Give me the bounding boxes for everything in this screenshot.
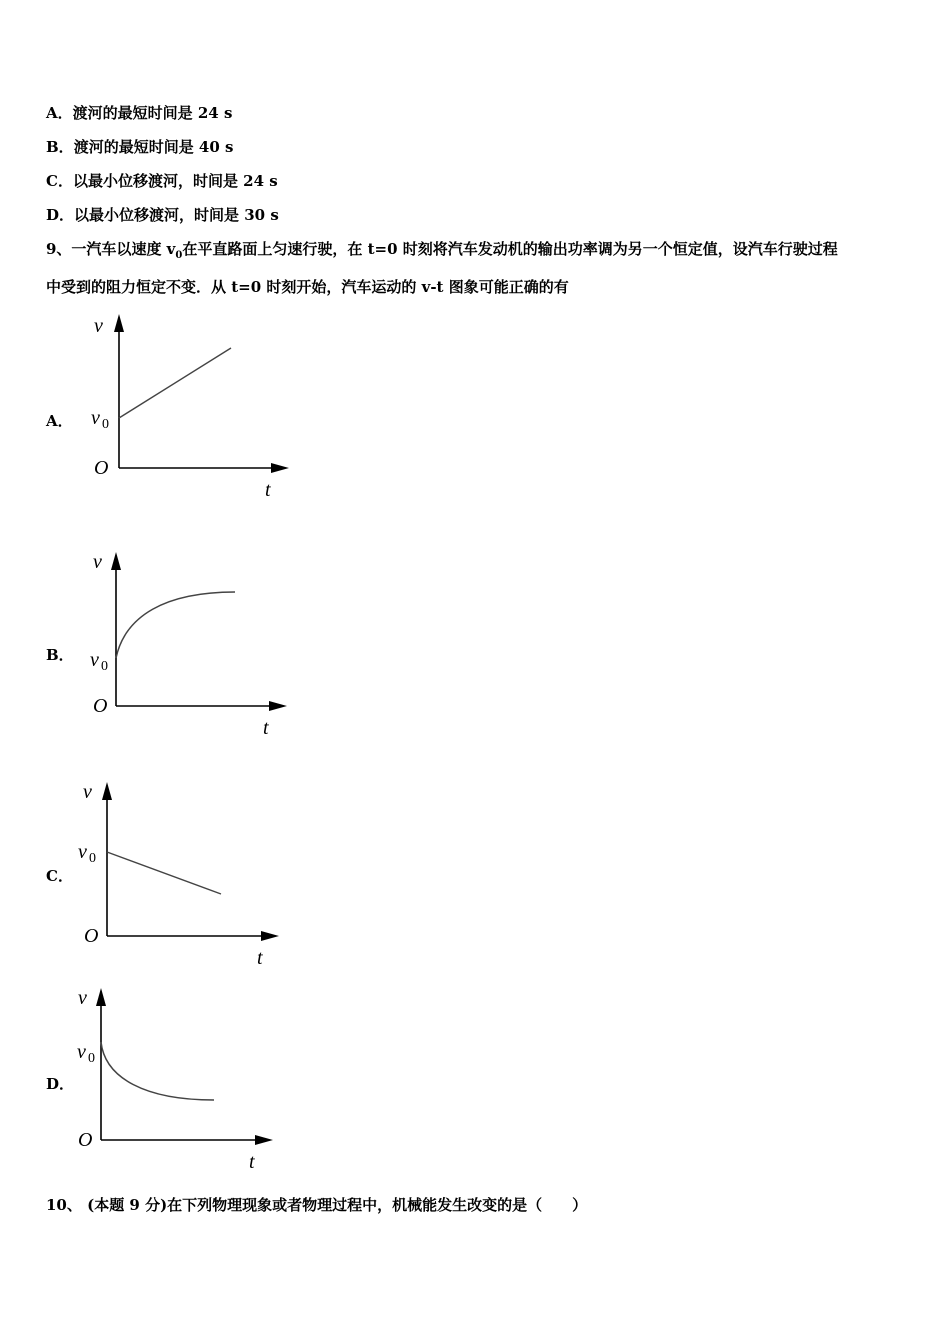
v0-subscript: 0 [89,851,96,866]
v-label: v [93,551,102,573]
vt-curve [101,1042,214,1100]
graph-d [75,982,285,1177]
t-axis-arrow-icon [269,701,287,711]
graph-c-label: C． [46,867,73,885]
v0-subscript: 0 [88,1051,95,1066]
vt-curve [116,592,235,658]
t-axis-arrow-icon [255,1135,273,1145]
option-b: B．渡河的最短时间是 40 s [46,138,234,156]
graph-c [77,776,287,971]
option-d: D．以最小位移渡河，时间是 30 s [46,206,279,224]
origin-label: O [93,695,108,717]
v-axis-arrow-icon [96,988,106,1006]
v0-label: v [77,1041,86,1063]
graph-b [85,546,295,741]
origin-label: O [78,1129,93,1151]
graph-b-label: B． [46,646,74,664]
t-label: t [265,479,271,501]
question-10: 10、 (本题 9 分)在下列物理现象或者物理过程中，机械能发生改变的是（ ） [46,1196,588,1214]
option-a: A．渡河的最短时间是 24 s [46,104,233,122]
graph-d-label: D． [46,1075,75,1093]
graph-a-label: A． [46,412,73,430]
t-axis-arrow-icon [271,463,289,473]
t-label: t [249,1151,255,1173]
graph-a [85,310,295,505]
v-label: v [83,781,92,803]
vt-curve [119,348,231,418]
v0-label: v [78,841,87,863]
option-c: C．以最小位移渡河，时间是 24 s [46,172,278,190]
v0-subscript: 0 [101,659,108,674]
t-label: t [257,947,263,969]
t-axis-arrow-icon [261,931,279,941]
v0-label: v [90,649,99,671]
t-label: t [263,717,269,739]
origin-label: O [94,457,109,479]
question-9-line1: 9、一汽车以速度 $v_0$在平直路面上匀速行驶，在 t=0 时刻将汽车发动机的输出功率调为另一个恒定值，设汽车行驶过程 [46,240,838,261]
v-axis-arrow-icon [111,552,121,570]
v0-subscript: 0 [102,417,109,432]
v-label: v [94,315,103,337]
question-9-line2: 中受到的阻力恒定不变．从 t=0 时刻开始，汽车运动的 v-t 图象可能正确的有 [46,278,569,296]
v-label: v [78,987,87,1009]
v-axis-arrow-icon [102,782,112,800]
origin-label: O [84,925,99,947]
vt-curve [107,852,221,894]
v0-label: v [91,407,100,429]
v-axis-arrow-icon [114,314,124,332]
